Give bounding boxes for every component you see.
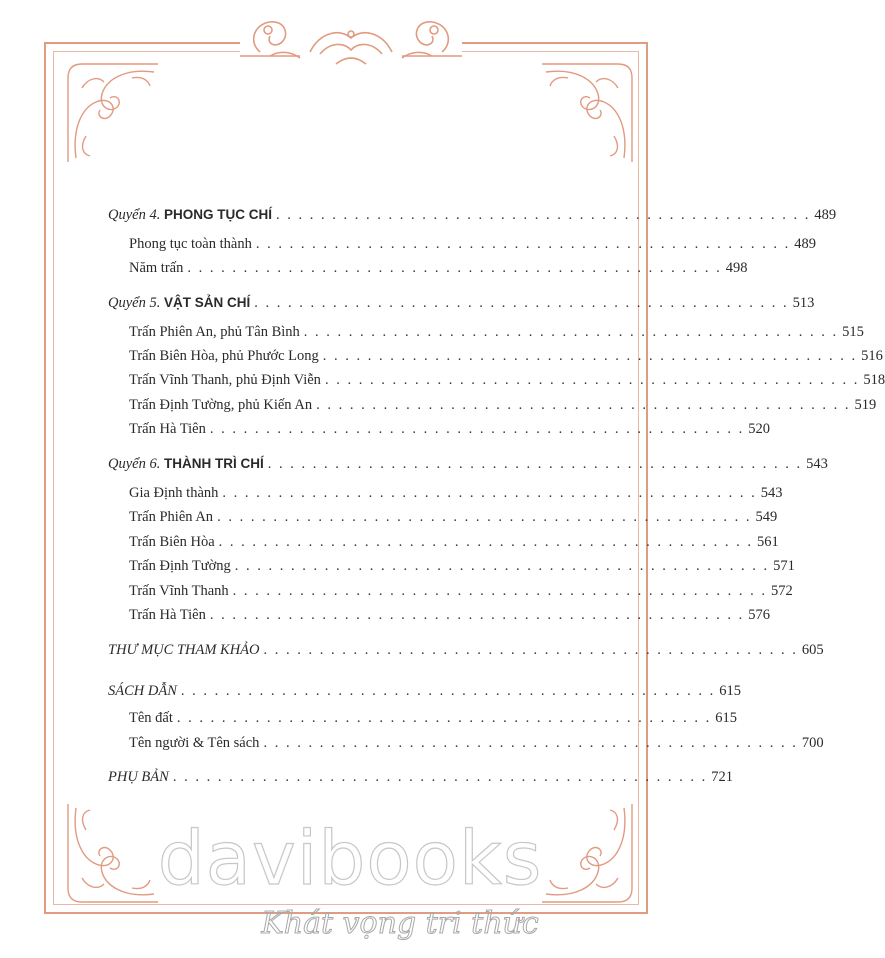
dot-leader: . . . . . . . . . . . . . . . . . . . . . . . . . . . . . . . . . . . . . . . . . . . . . . . . [263, 735, 798, 751]
dot-leader: . . . . . . . . . . . . . . . . . . . . . . . . . . . . . . . . . . . . . . . . . . . . . . . . [255, 236, 791, 252]
toc-page-number: 519 [854, 397, 877, 413]
dot-leader: . . . . . . . . . . . . . . . . . . . . . . . . . . . . . . . . . . . . . . . . . . . . . . . . [254, 295, 789, 311]
toc-section-title: PHONG TỤC CHÍ [163, 207, 272, 222]
toc-entry-title: Trấn Định Tường, phủ Kiến An [129, 397, 313, 413]
toc-section-title: VẬT SẢN CHÍ [163, 295, 251, 310]
dot-leader: . . . . . . . . . . . . . . . . . . . . . . . . . . . . . . . . . . . . . . . . . . . . . . . . [324, 372, 860, 388]
toc-entry[interactable] [129, 420, 770, 438]
toc-section-heading[interactable] [108, 641, 824, 659]
toc-entry-title: Trấn Định Tường [129, 558, 231, 574]
toc-page-number: 518 [863, 372, 885, 388]
dot-leader: . . . . . . . . . . . . . . . . . . . . . . . . . . . . . . . . . . . . . . . . . . . . . . . . [232, 583, 768, 599]
dot-leader: . . . . . . . . . . . . . . . . . . . . . . . . . . . . . . . . . . . . . . . . . . . . . . . . [209, 607, 745, 623]
watermark-brand: davibooks [157, 816, 543, 902]
dot-leader: . . . . . . . . . . . . . . . . . . . . . . . . . . . . . . . . . . . . . . . . . . . . . . . . [217, 509, 752, 525]
dot-leader: . . . . . . . . . . . . . . . . . . . . . . . . . . . . . . . . . . . . . . . . . . . . . . . . [267, 456, 803, 472]
toc-entry[interactable] [129, 371, 885, 389]
toc-entry[interactable] [129, 582, 793, 600]
toc-entry-title: Trấn Vĩnh Thanh, phủ Định Viễn [129, 372, 321, 388]
toc-section-number: Quyển 6. [108, 456, 161, 472]
toc-entry[interactable] [129, 606, 770, 624]
toc-section-title: SÁCH DẪN [108, 683, 177, 699]
dot-leader: . . . . . . . . . . . . . . . . . . . . . . . . . . . . . . . . . . . . . . . . . . . . . . . . [263, 642, 798, 658]
toc-entry-title: Trấn Phiên An, phủ Tân Bình [129, 324, 300, 340]
toc-entry-title: Trấn Hà Tiên [129, 421, 206, 437]
toc-page-number: 543 [760, 485, 783, 501]
toc-page-number: 605 [801, 642, 824, 658]
dot-leader: . . . . . . . . . . . . . . . . . . . . . . . . . . . . . . . . . . . . . . . . . . . . . . . . [303, 324, 839, 340]
toc-section-heading[interactable] [108, 206, 837, 224]
toc-section-heading[interactable] [108, 455, 828, 473]
toc-page-number: 489 [814, 207, 837, 223]
toc-entry-title: Trấn Vĩnh Thanh [129, 583, 229, 599]
toc-page-number: 576 [748, 607, 770, 623]
dot-leader: . . . . . . . . . . . . . . . . . . . . . . . . . . . . . . . . . . . . . . . . . . . . . . . . [234, 558, 770, 574]
toc-entry-title: Trấn Biên Hòa, phủ Phước Long [129, 348, 319, 364]
toc-section-title: PHỤ BẢN [108, 769, 169, 785]
dot-leader: . . . . . . . . . . . . . . . . . . . . . . . . . . . . . . . . . . . . . . . . . . . . . . . . [222, 485, 757, 501]
toc-page-number: 571 [773, 558, 795, 574]
toc-section-heading[interactable] [108, 768, 733, 786]
toc-entry-title: Trấn Hà Tiên [129, 607, 206, 623]
toc-section-title: THÀNH TRÌ CHÍ [163, 456, 264, 471]
toc-entry[interactable] [129, 259, 748, 277]
toc-section-number: Quyển 4. [108, 207, 161, 223]
toc-entry-title: Tên người & Tên sách [129, 735, 260, 751]
toc-entry[interactable] [129, 484, 783, 502]
toc-entry-title: Trấn Phiên An [129, 509, 214, 525]
dot-leader: . . . . . . . . . . . . . . . . . . . . . . . . . . . . . . . . . . . . . . . . . . . . . . . . [187, 260, 722, 276]
toc-page-number: 549 [755, 509, 778, 525]
toc-entry[interactable] [129, 709, 738, 727]
toc-page-number: 516 [861, 348, 883, 364]
dot-leader: . . . . . . . . . . . . . . . . . . . . . . . . . . . . . . . . . . . . . . . . . . . . . . . . [176, 710, 712, 726]
toc-page-number: 561 [757, 534, 779, 550]
dot-leader: . . . . . . . . . . . . . . . . . . . . . . . . . . . . . . . . . . . . . . . . . . . . . . . . [322, 348, 858, 364]
toc-entry[interactable] [129, 396, 877, 414]
toc-page-number: 515 [842, 324, 864, 340]
toc-entry[interactable] [129, 533, 779, 551]
dot-leader: . . . . . . . . . . . . . . . . . . . . . . . . . . . . . . . . . . . . . . . . . . . . . . . . [172, 769, 708, 785]
toc-section-title: THƯ MỤC THAM KHẢO [108, 642, 260, 658]
toc-page-number: 520 [748, 421, 770, 437]
toc-page-number: 498 [725, 260, 748, 276]
toc-entry-title: Năm trấn [129, 260, 184, 276]
toc-entry-title: Gia Định thành [129, 485, 219, 501]
toc-page-number: 721 [711, 769, 733, 785]
toc-page-number: 572 [771, 583, 793, 599]
toc-page-number: 615 [719, 683, 741, 699]
toc-section-heading[interactable] [108, 294, 815, 312]
toc-entry-title: Trấn Biên Hòa [129, 534, 215, 550]
toc-entry-title: Tên đất [129, 710, 173, 726]
toc-page-number: 489 [794, 236, 816, 252]
toc-section-heading[interactable] [108, 682, 741, 700]
dot-leader: . . . . . . . . . . . . . . . . . . . . . . . . . . . . . . . . . . . . . . . . . . . . . . . . [218, 534, 754, 550]
dot-leader: . . . . . . . . . . . . . . . . . . . . . . . . . . . . . . . . . . . . . . . . . . . . . . . . [209, 421, 745, 437]
toc-page-number: 513 [792, 295, 815, 311]
toc-entry[interactable] [129, 347, 883, 365]
toc-page-number: 543 [806, 456, 828, 472]
toc-section-number: Quyển 5. [108, 295, 161, 311]
toc-page-number: 615 [715, 710, 738, 726]
dot-leader: . . . . . . . . . . . . . . . . . . . . . . . . . . . . . . . . . . . . . . . . . . . . . . . . [275, 207, 811, 223]
toc-entry[interactable] [129, 323, 864, 341]
toc-entry[interactable] [129, 508, 778, 526]
dot-leader: . . . . . . . . . . . . . . . . . . . . . . . . . . . . . . . . . . . . . . . . . . . . . . . . [180, 683, 716, 699]
toc-entry[interactable] [129, 734, 824, 752]
dot-leader: . . . . . . . . . . . . . . . . . . . . . . . . . . . . . . . . . . . . . . . . . . . . . . . . [316, 397, 851, 413]
toc-entry[interactable] [129, 557, 795, 575]
toc-page-number: 700 [801, 735, 824, 751]
toc-entry-title: Phong tục toàn thành [129, 236, 252, 252]
watermark-slogan: Khát vọng tri thức [261, 906, 539, 941]
toc-entry[interactable] [129, 235, 816, 253]
